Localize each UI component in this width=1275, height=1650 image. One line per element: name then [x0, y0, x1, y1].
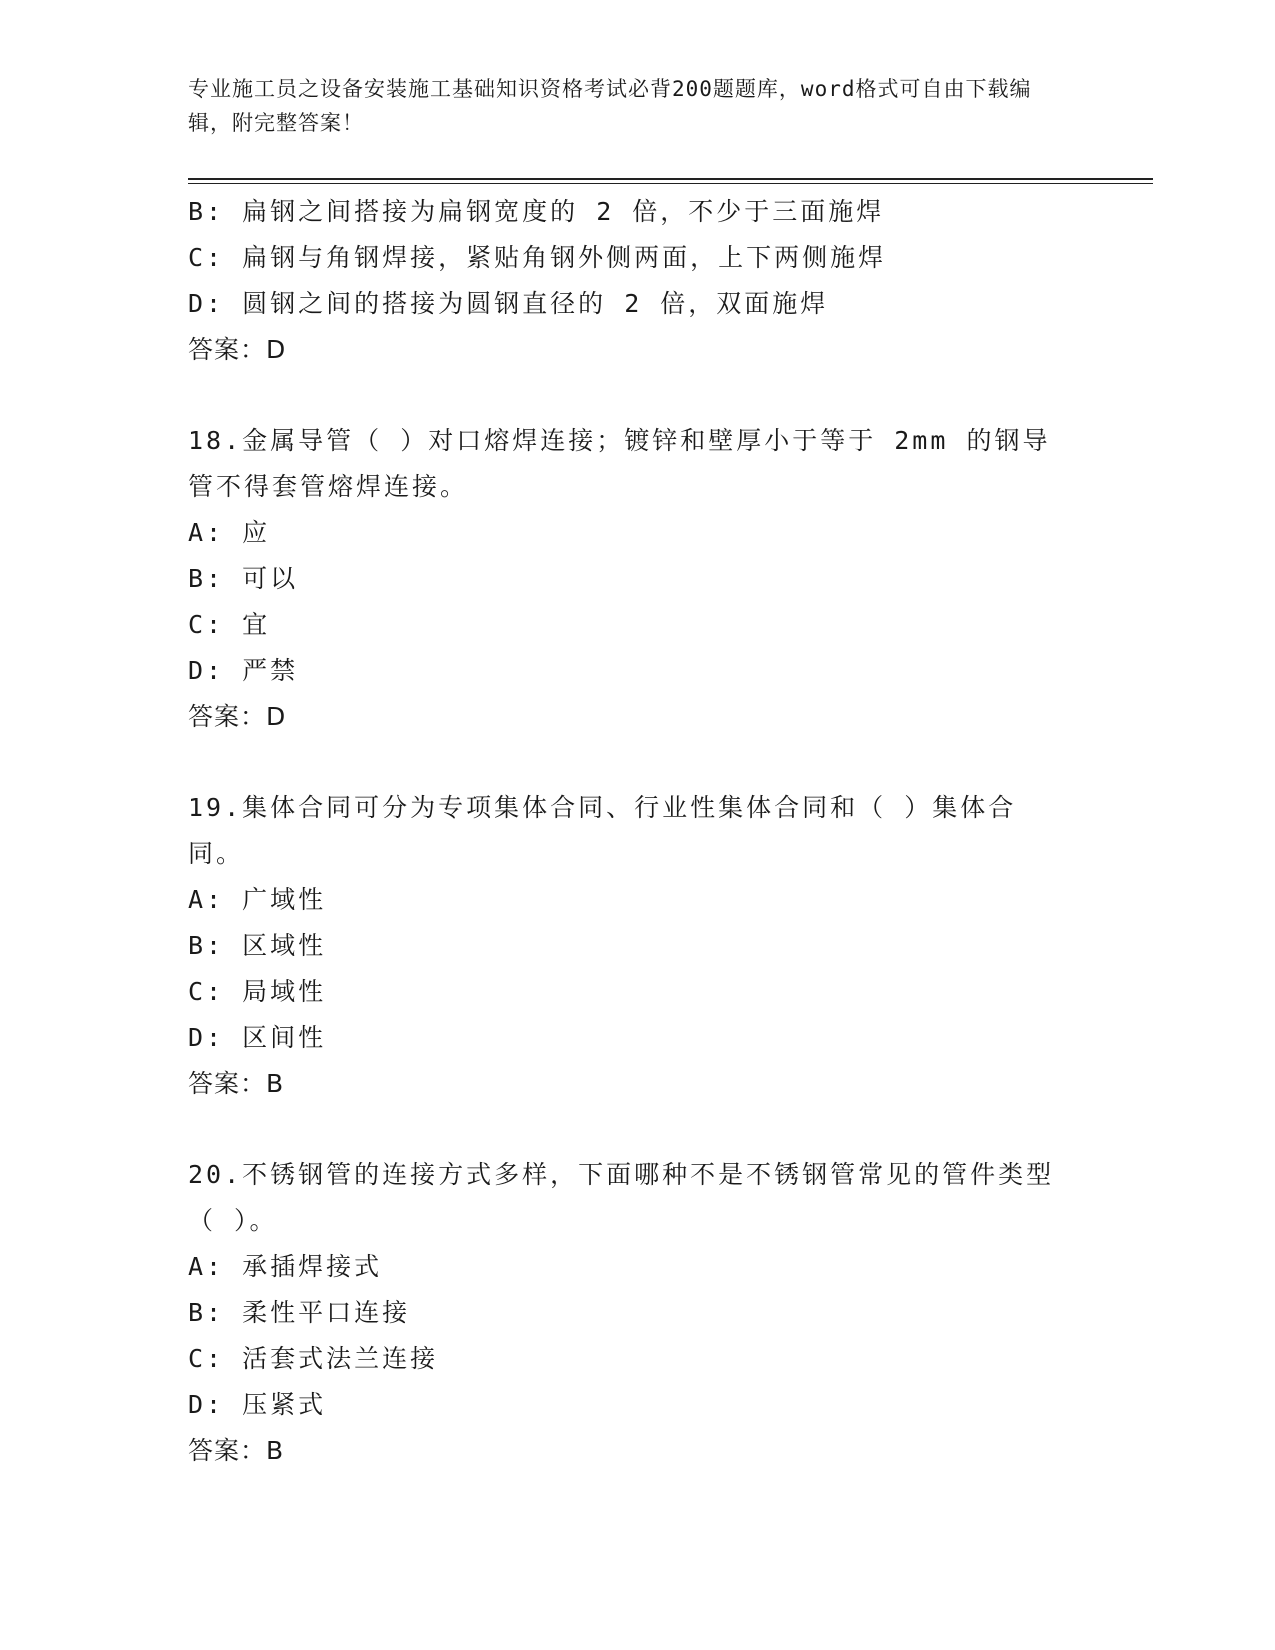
option-c: C: 局域性	[188, 977, 327, 1006]
option-b: B: 区域性	[188, 931, 327, 960]
document-content	[188, 189, 1088, 1474]
option-d: D: 圆钢之间的搭接为圆钢直径的 2 倍，双面施焊	[188, 289, 829, 318]
option-d: D: 区间性	[188, 1023, 327, 1052]
answer-line: 答案：B	[188, 1436, 285, 1465]
question-17-continued	[188, 189, 1088, 373]
question-19	[188, 785, 1088, 1107]
question-18	[188, 418, 1088, 740]
answer-line: 答案：D	[188, 702, 287, 731]
option-c: C: 活套式法兰连接	[188, 1344, 439, 1373]
option-b: B: 扁钢之间搭接为扁钢宽度的 2 倍，不少于三面施焊	[188, 197, 885, 226]
question-text: 20.不锈钢管的连接方式多样，下面哪种不是不锈钢管常见的管件类型（ ）。	[188, 1160, 1055, 1235]
option-c: C: 宜	[188, 610, 271, 639]
option-b: B: 柔性平口连接	[188, 1298, 411, 1327]
page-header: 专业施工员之设备安装施工基础知识资格考试必背200题题库，word格式可自由下载编辑，附完整答案！	[188, 77, 1032, 135]
option-a: A: 应	[188, 518, 271, 547]
answer-line: 答案：D	[188, 335, 287, 364]
option-a: A: 承插焊接式	[188, 1252, 383, 1281]
option-a: A: 广域性	[188, 885, 327, 914]
option-d: D: 严禁	[188, 656, 299, 685]
header-divider	[188, 178, 1153, 184]
answer-line: 答案：B	[188, 1069, 285, 1098]
question-text: 18.金属导管（ ）对口熔焊连接；镀锌和壁厚小于等于 2mm 的钢导管不得套管熔焊连接。	[188, 426, 1051, 501]
option-c: C: 扁钢与角钢焊接，紧贴角钢外侧两面，上下两侧施焊	[188, 243, 887, 272]
option-b: B: 可以	[188, 564, 299, 593]
question-20	[188, 1152, 1088, 1474]
question-text: 19.集体合同可分为专项集体合同、行业性集体合同和（ ）集体合同。	[188, 793, 1017, 868]
option-d: D: 压紧式	[188, 1390, 327, 1419]
